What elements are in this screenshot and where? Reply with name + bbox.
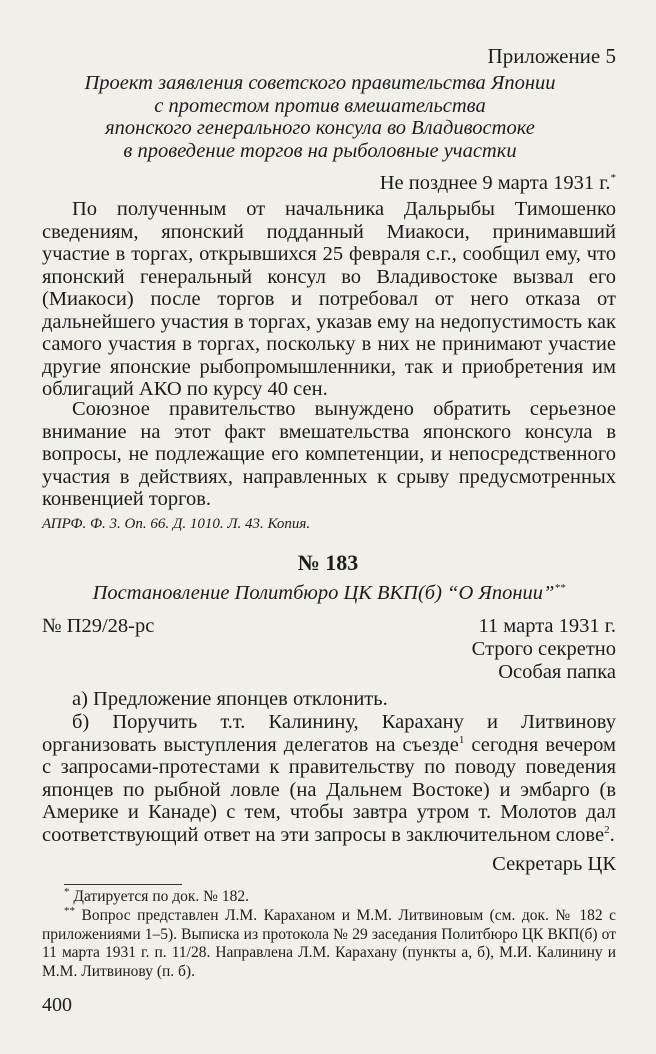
- document-title-text: Постановление Политбюро ЦК ВКП(б) “О Японии”: [92, 582, 555, 604]
- document-date: 11 марта 1931 г.: [478, 615, 616, 637]
- heading-line: в проведение торгов на рыболовные участки: [123, 139, 517, 162]
- resolution-item-a: а) Предложение японцев отклонить.: [72, 688, 388, 710]
- footnote-ref-2: 2: [604, 823, 610, 836]
- footnote-divider: [64, 884, 182, 885]
- signature: Секретарь ЦК: [492, 853, 616, 875]
- footnote-ref-1: 1: [458, 733, 465, 746]
- footnote-1-mark: *: [64, 885, 70, 898]
- heading-line: с протестом против вмешательства: [154, 94, 486, 117]
- document-number: № 183: [297, 550, 359, 575]
- footnote-2: [42, 904, 616, 981]
- document-title-footnote-mark: **: [554, 582, 566, 595]
- heading-line: Проект заявления советского правительства Японии: [84, 72, 556, 94]
- paragraph-2: Союзное правительство вынуждено обратить серьезное внимание на этот факт вмешательства японского консула в вопросы, не подлежащие его компетенции, и непосредственного участия в действиях, направленных к срыву предусмотренных конвенцией торгов.: [42, 398, 616, 510]
- footnote-2-mark: **: [64, 904, 75, 917]
- resolution-item-b: [42, 711, 616, 846]
- item-b-text-2: сегодня вечером с запросами-протестами к правительству по поводу поведения японцев по рыбной ловле (на Дальнем Востоке) и эмбарго (в Америке и Канаде) с тем, чтобы завтра утром т. Молотов дал соответствующий ответ на эти запросы в заключительном слове: [42, 733, 616, 846]
- item-b-text-1: б) Поручить т.т. Калинину, Карахану и Литвинову организовать выступления делегатов на съезде: [42, 711, 616, 756]
- date-note-text: Не позднее 9 марта 1931 г.: [379, 172, 611, 194]
- heading-line: японского генерального консула во Владивостоке: [105, 117, 535, 139]
- date-note: [380, 172, 616, 195]
- registration-number: № П29/28-рс: [42, 615, 155, 637]
- archive-source: АПРФ. Ф. 3. Оп. 66. Д. 1010. Л. 43. Копия.: [42, 516, 311, 532]
- appendix-heading: [60, 72, 580, 162]
- footnote-1-text: Датируется по док. № 182.: [69, 888, 249, 905]
- item-b-end: .: [609, 823, 615, 846]
- classification-secret: Строго секретно: [471, 638, 616, 660]
- paragraph-1: По полученным от начальника Дальрыбы Тимошенко сведениям, японский подданный Миакоси, принимавший участие в торгах, открывшихся 25 февраля с.г., сообщил ему, что японский генеральный консул во Владивостоке вызвал его (Миакоси) после торгов и потребовал от него отказа от дальнейшего участия в торгах, указав ему на недопустимость как самого участия в торгах, поскольку в них не принимают участие другие японские рыбопромышленники, так и приобретения им облигаций АКО по курсу 40 сен.: [42, 198, 616, 400]
- classification-folder: Особая папка: [498, 661, 616, 683]
- appendix-label: Приложение 5: [487, 44, 616, 68]
- date-note-footnote-mark: *: [610, 172, 616, 185]
- footnote-1: [42, 885, 616, 907]
- page-number: 400: [42, 994, 72, 1016]
- document-title: [42, 582, 616, 605]
- footnote-2-text: Вопрос представлен Л.М. Караханом и М.М. Литвиновым (см. док. № 182 с приложениями 1–5). Выписка из протокола № 29 заседания Политбюро ЦК ВКП(б) от 11 марта 1931 г. п. 11/28. Направлена Л.М. Карахану (пункты а, б), М.И. Калинину и М.М. Литвинову (п. б).: [42, 907, 616, 980]
